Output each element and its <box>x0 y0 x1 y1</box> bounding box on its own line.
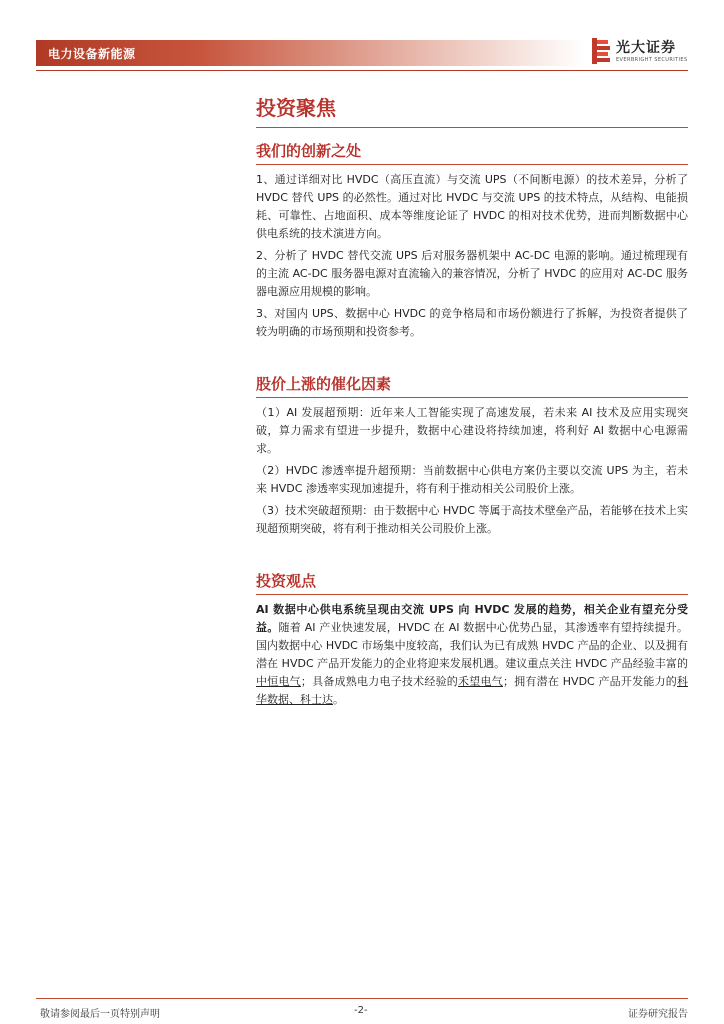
page-title: 投资聚焦 <box>256 92 688 128</box>
innovation-paragraph-3: 3、对国内 UPS、数据中心 HVDC 的竞争格局和市场份额进行了拆解，为投资者提供了较为明确的市场预期和投资参考。 <box>256 307 688 338</box>
footer-disclaimer: 敬请参阅最后一页特别声明 <box>40 1009 160 1020</box>
innovation-paragraph-1: 1、通过详细对比 HVDC（高压直流）与交流 UPS（不间断电源）的技术差异，分析了 HVDC 替代 UPS 的必然性。通过对比 HVDC 与交流 UPS 的技术特点，从结构、电能损耗、可靠性、占地面积、成本等维度论证了 HVDC 的相对技术优势，进而判断数据中心供电系统的技术演进方向。 <box>256 173 688 240</box>
company-kehua: 科华数据 <box>256 675 689 706</box>
views-text-3: ；拥有潜在 HVDC 产品开发能力的 <box>502 675 678 688</box>
logo-subtitle: EVERBRIGHT SECURITIES <box>616 57 688 63</box>
company-hewang: 禾望电气 <box>458 675 503 688</box>
section-title-innovation: 我们的创新之处 <box>256 140 688 165</box>
views-text-1: 随着 AI 产业快速发展，HVDC 在 AI 数据中心优势凸显，其渗透率有望持续提升。国内数据中心 HVDC 市场集中度较高，我们认为已有成熟 HVDC 产品的企业、以及拥有潜在 HVDC 产品开发能力的企业将迎来发展机遇。建议重点关注 HVDC 产品经验丰富的 <box>256 621 689 670</box>
logo-name: 光大证券 <box>616 40 676 56</box>
section-title-views: 投资观点 <box>256 570 688 595</box>
views-paragraph <box>256 601 688 709</box>
page-number: -2- <box>354 1005 368 1016</box>
company-separator: 、 <box>289 693 300 706</box>
views-text-4: 。 <box>333 693 344 706</box>
catalyst-paragraph-1: （1）AI 发展超预期：近年来人工智能实现了高速发展，若未来 AI 技术及应用实现突破，算力需求有望进一步提升，数据中心建设将持续加速，将利好 AI 数据中心电源需求。 <box>256 406 688 455</box>
catalyst-paragraph-3: （3）技术突破超预期：由于数据中心 HVDC 等属于高技术壁垒产品，若能够在技术上实现超预期突破，将有利于推动相关公司股价上涨。 <box>256 504 688 535</box>
main-content <box>256 92 688 713</box>
footer-report-type: 证券研究报告 <box>628 1009 688 1020</box>
logo-mark-icon <box>592 38 610 64</box>
company-kstar: 科士达 <box>300 693 333 706</box>
footer-divider <box>36 998 688 999</box>
innovation-paragraph-2: 2、分析了 HVDC 替代交流 UPS 后对服务器机架中 AC-DC 电源的影响。通过梳理现有的主流 AC-DC 服务器电源对直流输入的兼容情况，分析了 HVDC 的应用对 AC-DC 服务器电源应用规模的影响。 <box>256 249 688 298</box>
sector-label: 电力设备新能源 <box>48 47 136 61</box>
views-text-2: ；具备成熟电力电子技术经验的 <box>300 675 459 688</box>
catalyst-paragraph-2: （2）HVDC 渗透率提升超预期：当前数据中心供电方案仍主要以交流 UPS 为主，若未来 HVDC 渗透率实现加速提升，将有利于推动相关公司股价上涨。 <box>256 464 688 495</box>
views-bold-lead: AI 数据中心供电系统呈现由交流 UPS 向 HVDC 发展的趋势，相关企业有望充分受益。 <box>256 603 688 634</box>
header-band <box>36 40 584 66</box>
header-divider <box>36 70 688 71</box>
company-zhongheng: 中恒电气 <box>256 675 301 688</box>
section-title-catalysts: 股价上涨的催化因素 <box>256 373 688 398</box>
company-logo <box>592 36 692 68</box>
